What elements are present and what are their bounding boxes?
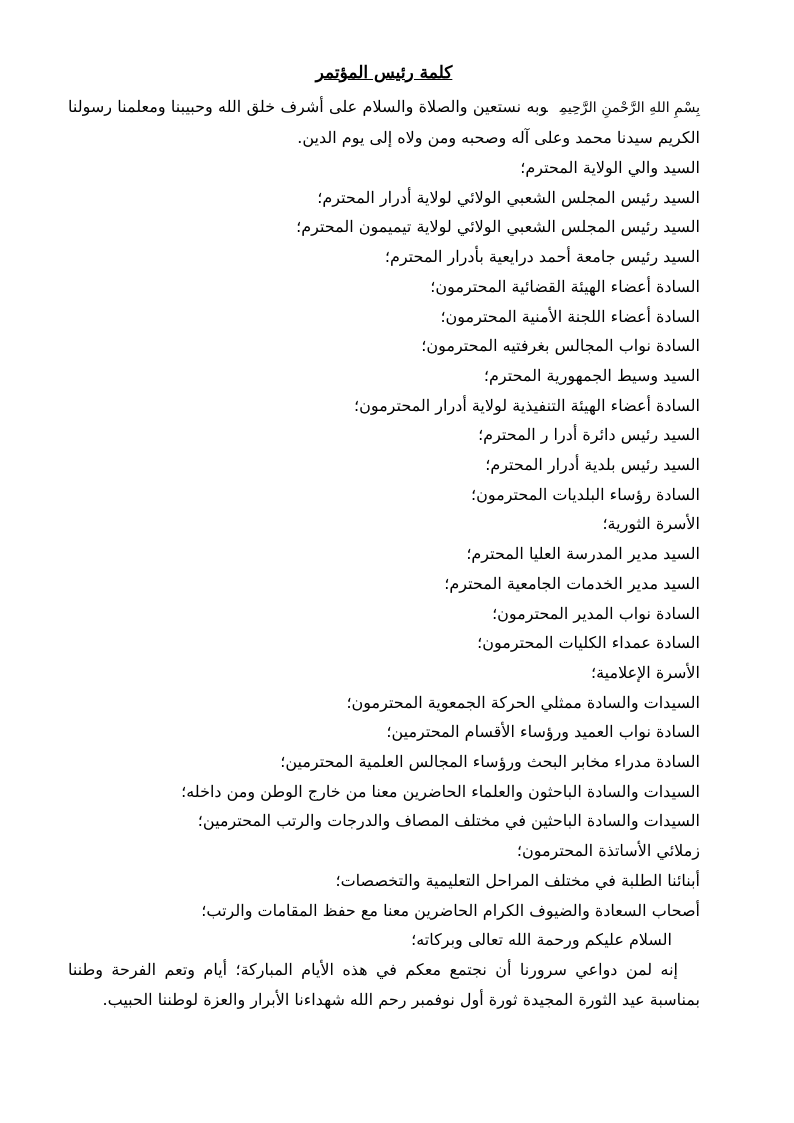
greeting-line: الأسرة الإعلامية؛ <box>591 662 700 682</box>
greeting-list <box>68 153 700 925</box>
greeting-line: السيد رئيس جامعة أحمد درايعية بأدرار المحترم؛ <box>384 247 700 267</box>
intro-paragraph <box>68 92 700 153</box>
greeting-line: السيدات والسادة الباحثون والعلماء الحاضرين معنا من خارج الوطن ومن داخله؛ <box>181 781 700 801</box>
greeting-line: السيد رئيس المجلس الشعبي الولائي لولاية أدرار المحترم؛ <box>317 187 700 207</box>
closing-paragraph: إنه لمن دواعي سرورنا أن نجتمع معكم في هذه الأيام المباركة؛ أيام وتعم الفرحة وطننا بمناسبة عيد الثورة المجيدة ثورة أول نوفمبر رحم الله شهداءنا الأبرار والعزة لوطننا الحبيب. <box>68 959 700 1009</box>
basmala: بِسْمِ اللهِ الرَّحْمنِ الرَّحِيمِ <box>559 100 700 116</box>
greeting-line: السيدات والسادة ممثلي الحركة الجمعوية المحترمون؛ <box>346 692 700 712</box>
greeting-line: السادة أعضاء الهيئة القضائية المحترمون؛ <box>430 276 700 296</box>
greeting-line: السيد رئيس دائرة أدرا ر المحترم؛ <box>478 425 700 445</box>
greeting-line: السادة مدراء مخابر البحث ورؤساء المجالس العلمية المحترمين؛ <box>280 752 700 772</box>
greeting-line: الأسرة الثورية؛ <box>602 514 700 534</box>
greeting-line: السادة نواب المدير المحترمون؛ <box>492 603 700 623</box>
greeting-line: السادة نواب المجالس بغرفتيه المحترمون؛ <box>421 336 700 356</box>
salutation: السلام عليكم ورحمة الله تعالى وبركاته؛ <box>411 930 672 950</box>
greeting-line: السيد رئيس المجلس الشعبي الولائي لولاية تيميمون المحترم؛ <box>296 217 700 237</box>
greeting-line: السادة أعضاء الهيئة التنفيذية لولاية أدرار المحترمون؛ <box>353 395 700 415</box>
greeting-line: السيد مدير الخدمات الجامعية المحترم؛ <box>444 573 700 593</box>
greeting-line: السادة نواب العميد ورؤساء الأقسام المحترمين؛ <box>386 722 700 742</box>
greeting-line: السادة رؤساء البلديات المحترمون؛ <box>471 484 700 504</box>
greeting-line: السيد وسيط الجمهورية المحترم؛ <box>483 365 700 385</box>
greeting-line: السيد رئيس بلدية أدرار المحترم؛ <box>485 455 700 475</box>
greeting-line: أصحاب السعادة والضيوف الكرام الحاضرين معنا مع حفظ المقامات والرتب؛ <box>201 900 700 920</box>
greeting-line: السادة أعضاء اللجنة الأمنية المحترمون؛ <box>440 306 700 326</box>
greeting-line: زملائي الأساتذة المحترمون؛ <box>516 841 700 861</box>
greeting-line: السادة عمداء الكليات المحترمون؛ <box>477 633 700 653</box>
document-title: كلمة رئيس المؤتمر <box>315 63 453 83</box>
intro-text: وبه نستعين والصلاة والسلام على أشرف خلق الله وحبيبنا ومعلمنا رسولنا الكريم سيدنا محمد وعلى آله وصحبه ومن ولاه إلى يوم الدين. <box>68 97 700 147</box>
greeting-line: السيدات والسادة الباحثين في مختلف المصاف والدرجات والرتب المحترمين؛ <box>197 811 700 831</box>
greeting-line: أبنائنا الطلبة في مختلف المراحل التعليمية والتخصصات؛ <box>335 870 700 890</box>
greeting-line: السيد مدير المدرسة العليا المحترم؛ <box>466 544 700 564</box>
greeting-line: السيد والي الولاية المحترم؛ <box>520 158 700 177</box>
